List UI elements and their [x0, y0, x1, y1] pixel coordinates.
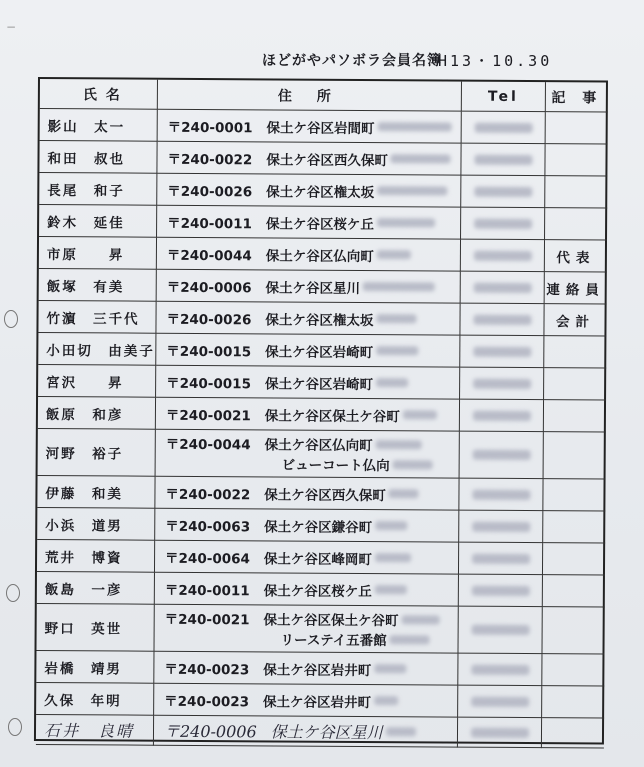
member-note [542, 686, 604, 718]
member-name-text: 市原 昇 [46, 246, 125, 264]
address-text: 保土ケ谷区西久保町 [266, 151, 388, 169]
postal-code: 〒240-0044 [166, 247, 252, 264]
address-line [166, 371, 408, 392]
redacted-phone [472, 450, 530, 460]
member-address [157, 174, 461, 208]
redacted-address-detail [376, 440, 422, 449]
member-name [37, 476, 155, 509]
member-name [39, 141, 157, 174]
redacted-phone [471, 664, 529, 674]
member-note [544, 400, 606, 432]
note-text: 代表 [556, 249, 596, 266]
member-tel [458, 654, 542, 687]
address-line [167, 275, 435, 297]
member-address [156, 366, 460, 400]
postal-code: 〒240-0026 [166, 311, 252, 328]
member-note [542, 607, 604, 654]
address-building-text: リーステイ五番館 [280, 632, 387, 650]
redacted-address-detail [374, 696, 398, 705]
address-line [166, 307, 416, 329]
address-line [165, 514, 407, 535]
member-name [40, 109, 158, 142]
member-name [39, 269, 157, 302]
address-line [166, 339, 418, 361]
redacted-address-detail [363, 282, 435, 291]
postal-code: 〒240-0021 [164, 611, 250, 629]
member-note [545, 144, 607, 176]
member-address [157, 206, 461, 240]
member-address [156, 398, 460, 432]
address-text: 保土ケ谷区仏向町 [265, 247, 374, 265]
address-text: 保土ケ谷区岩間町 [266, 119, 375, 137]
redacted-address-detail [375, 553, 411, 562]
redacted-phone [471, 585, 529, 595]
margin-circle-mark [4, 310, 18, 328]
redacted-phone [473, 250, 531, 260]
redacted-phone [474, 218, 532, 228]
member-name-text: 飯島 一彦 [44, 581, 123, 599]
member-note [543, 543, 605, 575]
postal-code: 〒240-0064 [165, 550, 250, 567]
redacted-address-detail [378, 122, 452, 131]
note-text: 会計 [555, 313, 596, 330]
postal-code: 〒240-0006 [163, 721, 257, 742]
address-line [167, 243, 411, 264]
postal-code: 〒240-0015 [166, 343, 252, 360]
address-line [166, 433, 422, 455]
postal-code: 〒240-0026 [167, 183, 253, 200]
redacted-address-detail [403, 410, 437, 419]
address-text: 保土ケ谷区保土ケ谷町 [264, 407, 400, 425]
address-line [165, 578, 407, 599]
address-line [165, 608, 440, 630]
corner-mark: − [6, 20, 17, 34]
member-tel [458, 718, 542, 749]
member-tel [461, 272, 545, 305]
member-note [544, 336, 606, 368]
member-name-text: 野口 英世 [44, 621, 123, 638]
member-name-text: 飯塚 有美 [46, 278, 125, 296]
member-name-text: 鈴木 延佳 [47, 214, 125, 232]
header-tel: Tel [462, 82, 546, 113]
address-text: 保土ケ谷区権太坂 [266, 183, 375, 201]
member-note [545, 240, 607, 272]
redacted-address-detail [376, 346, 418, 355]
redacted-phone [472, 489, 530, 499]
address-line [167, 147, 450, 169]
member-note [545, 272, 607, 304]
member-name [38, 397, 156, 430]
member-tel [462, 112, 546, 145]
address-text: 保土ケ谷区峰岡町 [263, 550, 372, 568]
redacted-phone [474, 122, 532, 132]
member-name-text: 荒井 博資 [45, 549, 123, 567]
member-note [543, 511, 605, 543]
member-name-text: 和田 叔也 [47, 150, 126, 168]
postal-code: 〒240-0021 [165, 407, 251, 424]
redacted-phone [473, 282, 531, 292]
address-text: 保土ケ谷区星川 [270, 722, 383, 743]
document-date: H13・10.30 [438, 52, 553, 70]
redacted-phone [470, 727, 528, 737]
member-address [155, 573, 459, 607]
member-tel [461, 240, 545, 273]
member-tel [459, 511, 543, 544]
member-address [156, 334, 460, 368]
member-note [544, 432, 606, 479]
address-text: 保土ケ谷区岩崎町 [265, 343, 374, 361]
margin-circle-mark [8, 718, 22, 736]
redacted-phone [473, 314, 531, 324]
redacted-address-detail [389, 489, 419, 498]
redacted-address-detail [386, 727, 416, 736]
redacted-phone [473, 346, 531, 356]
member-name-text: 久保 年明 [44, 692, 122, 710]
address-line [165, 546, 411, 568]
redacted-phone [472, 521, 530, 531]
postal-code: 〒240-0011 [167, 215, 253, 232]
postal-code: 〒240-0015 [166, 375, 252, 392]
member-note [544, 304, 606, 336]
address-line [165, 482, 418, 504]
address-building-text: ビューコート仏向 [281, 457, 390, 475]
member-address [154, 605, 458, 654]
address-text: 保土ケ谷区権太坂 [265, 311, 374, 329]
redacted-address-detail [393, 460, 433, 469]
member-name [38, 365, 156, 398]
member-name [39, 173, 157, 206]
address-text: 保土ケ谷区岩崎町 [264, 375, 374, 393]
redacted-address-detail [376, 378, 408, 387]
member-tel [460, 400, 544, 433]
postal-code: 〒240-0006 [166, 279, 252, 296]
member-tel [461, 176, 545, 209]
address-line [167, 179, 447, 201]
member-address [155, 541, 459, 575]
member-address [155, 477, 459, 511]
member-address [154, 684, 458, 718]
member-tel [460, 304, 544, 337]
member-address [157, 270, 461, 304]
address-line-2 [166, 453, 433, 475]
member-note [543, 479, 605, 511]
member-tel [460, 336, 544, 369]
redacted-address-detail [377, 250, 411, 259]
member-address [158, 110, 462, 144]
member-tel [458, 686, 542, 719]
member-tel [461, 144, 545, 177]
member-tel [459, 543, 543, 576]
redacted-address-detail [376, 314, 416, 323]
redacted-phone [472, 553, 530, 563]
address-line [168, 115, 452, 137]
address-text: 保土ケ谷区仏向町 [264, 437, 373, 455]
member-tel [459, 479, 543, 512]
member-name-text: 宮沢 昇 [46, 374, 124, 392]
header-address: 住 所 [158, 80, 462, 112]
document-title: ほどがやパソボラ会員名簿 [262, 53, 442, 69]
redacted-address-detail [391, 154, 451, 163]
redacted-address-detail [375, 585, 407, 594]
member-name-text: 河野 裕子 [45, 446, 124, 463]
member-name [38, 333, 156, 366]
member-address [155, 509, 459, 543]
header-note: 記 事 [546, 82, 608, 112]
member-name-text: 石井 良晴 [43, 721, 135, 741]
redacted-address-detail [375, 521, 407, 530]
member-name-text: 小田切 由美子 [46, 342, 155, 360]
member-name-text: 岩橋 靖男 [44, 660, 122, 678]
postal-code: 〒240-0001 [167, 119, 253, 136]
address-line [164, 657, 406, 678]
member-tel [458, 607, 542, 655]
redacted-address-detail [390, 635, 430, 644]
member-note [542, 654, 604, 686]
member-name [36, 715, 154, 746]
address-text: 保土ケ谷区桜ケ丘 [263, 582, 372, 600]
address-text: 保土ケ谷区岩井町 [263, 661, 372, 679]
postal-code: 〒240-0044 [165, 436, 251, 454]
header-name: 氏 名 [40, 79, 158, 110]
member-tel [460, 368, 544, 401]
redacted-phone [474, 186, 532, 196]
redacted-phone [473, 378, 531, 388]
postal-code: 〒240-0023 [164, 661, 250, 678]
member-note [542, 718, 604, 748]
member-tel [459, 575, 543, 608]
redacted-address-detail [377, 186, 447, 195]
address-line [166, 403, 437, 425]
member-note [543, 575, 605, 607]
address-text: 保土ケ谷区桜ケ丘 [265, 215, 375, 233]
note-text: 連絡員 [546, 281, 606, 298]
redacted-address-detail [402, 615, 440, 624]
member-name [37, 508, 155, 541]
member-address [157, 238, 461, 272]
member-name [39, 205, 157, 238]
address-text: 保土ケ谷区岩井町 [262, 693, 372, 711]
member-name [36, 683, 154, 716]
member-tel [461, 208, 545, 241]
member-note [544, 368, 606, 400]
redacted-phone [471, 625, 529, 635]
redacted-address-detail [377, 218, 435, 227]
member-note [545, 208, 607, 240]
member-name-text: 伊藤 和美 [45, 485, 124, 503]
member-tel [460, 432, 544, 480]
address-text: 保土ケ谷区鎌谷町 [264, 518, 373, 536]
member-address [154, 716, 458, 748]
member-note [546, 112, 608, 144]
member-name [38, 429, 156, 477]
member-name-text: 小浜 道男 [45, 517, 123, 535]
member-name [36, 651, 154, 684]
member-name [36, 604, 154, 652]
member-address [156, 430, 460, 479]
redacted-address-detail [374, 664, 406, 673]
member-name [38, 301, 156, 334]
member-name-text: 竹濵 三千代 [46, 310, 140, 328]
member-address [157, 142, 461, 176]
redacted-phone [471, 696, 529, 706]
member-address [154, 652, 458, 686]
member-name-text: 長尾 和子 [47, 182, 125, 200]
member-name-text: 影山 太一 [47, 118, 126, 136]
member-roster-table [34, 77, 608, 744]
address-line [164, 719, 416, 744]
postal-code: 〒240-0023 [164, 693, 250, 710]
address-line [164, 689, 398, 710]
member-name-text: 飯原 和彦 [45, 406, 124, 424]
member-name [39, 237, 157, 270]
margin-circle-mark [6, 584, 20, 602]
redacted-phone [474, 154, 532, 164]
redacted-phone [472, 410, 530, 420]
postal-code: 〒240-0063 [165, 518, 251, 535]
address-text: 保土ケ谷区星川 [265, 279, 361, 297]
address-text: 保土ケ谷区西久保町 [264, 486, 386, 504]
member-name [37, 572, 155, 605]
member-name [37, 540, 155, 573]
address-text: 保土ケ谷区保土ケ谷町 [263, 612, 399, 630]
postal-code: 〒240-0022 [165, 486, 251, 503]
postal-code: 〒240-0022 [167, 151, 253, 168]
address-line [167, 211, 435, 233]
postal-code: 〒240-0011 [164, 582, 250, 599]
address-line-2 [165, 628, 430, 650]
member-note [545, 176, 607, 208]
member-address [156, 302, 460, 336]
